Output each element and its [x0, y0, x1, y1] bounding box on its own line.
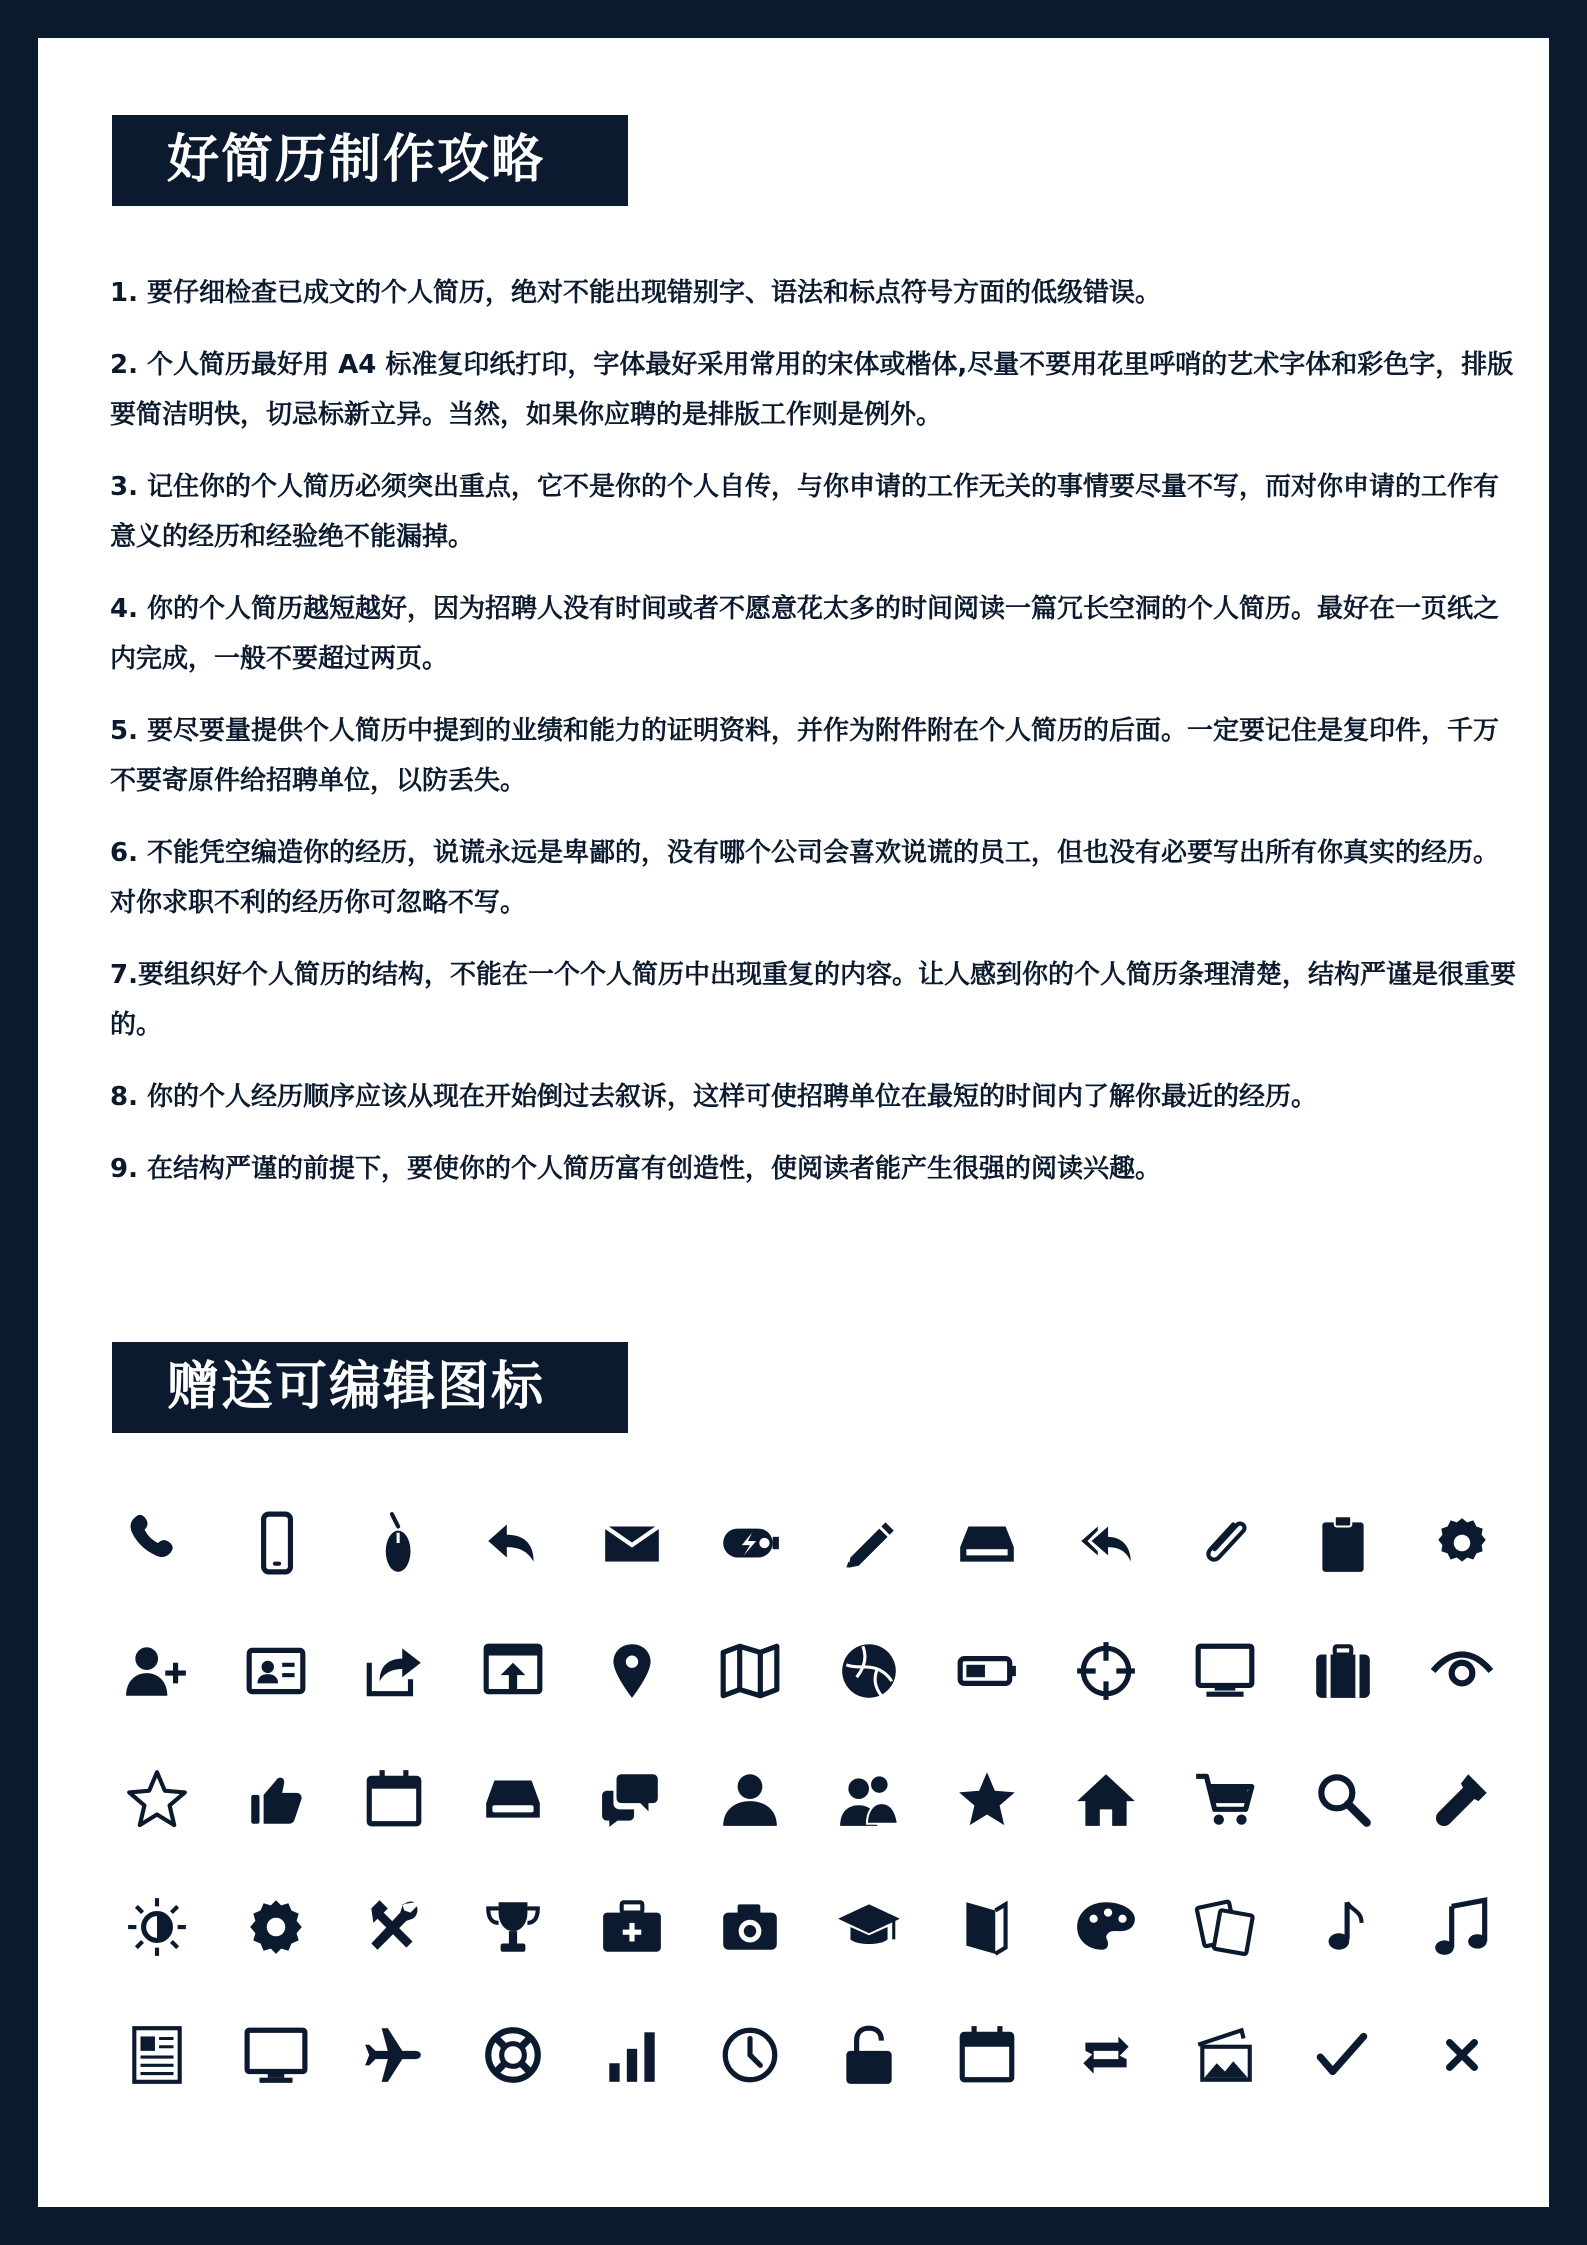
music-notes-icon: [1403, 1894, 1522, 2022]
section-title-icons: 赠送可编辑图标: [112, 1342, 628, 1433]
lifebuoy-icon: [454, 2022, 573, 2150]
flashlight-icon: [1403, 1766, 1522, 1894]
share-icon: [335, 1638, 454, 1766]
newspaper-icon: [98, 2022, 217, 2150]
location-pin-icon: [572, 1638, 691, 1766]
book-icon: [928, 1894, 1047, 2022]
pencil-icon: [810, 1510, 929, 1638]
graduation-cap-icon: [810, 1894, 929, 2022]
eye-icon: [1403, 1638, 1522, 1766]
map-icon: [691, 1638, 810, 1766]
airplane-icon: [335, 2022, 454, 2150]
trophy-icon: [454, 1894, 573, 2022]
unlock-icon: [810, 2022, 929, 2150]
gear-icon: [1403, 1510, 1522, 1638]
inbox-tray-icon: [928, 1510, 1047, 1638]
clipboard-icon: [1284, 1510, 1403, 1638]
upload-window-icon: [454, 1638, 573, 1766]
photo-icon: [1165, 2022, 1284, 2150]
tip-item: 8. 你的个人经历顺序应该从现在开始倒过去叙诉，这样可使招聘单位在最短的时间内了解你最近的经历。: [110, 1082, 1318, 1112]
search-icon: [1284, 1766, 1403, 1894]
star-outline-icon: [98, 1766, 217, 1894]
mail-icon: [572, 1510, 691, 1638]
battery-icon: [928, 1638, 1047, 1766]
repeat-icon: [1047, 2022, 1166, 2150]
crosshair-icon: [1047, 1638, 1166, 1766]
tip-item: 7.要组织好个人简历的结构，不能在一个个人简历中出现重复的内容。让人感到你的个人简历条理清楚，结构严谨是很重要的。: [110, 960, 1516, 1040]
close-icon: [1403, 2022, 1522, 2150]
camera-icon: [691, 1894, 810, 2022]
palette-icon: [1047, 1894, 1166, 2022]
reply-icon: [454, 1510, 573, 1638]
phone-icon: [98, 1510, 217, 1638]
tip-item: 4. 你的个人简历越短越好，因为招聘人没有时间或者不愿意花太多的时间阅读一篇冗长空洞的个人简历。最好在一页纸之内完成，一般不要超过两页。: [110, 594, 1500, 674]
tip-item: 2. 个人简历最好用 A4 标准复印纸打印，字体最好采用常用的宋体或楷体,尽量不要用花里呼哨的艺术字体和彩色字，排版要简洁明快，切忌标新立异。当然，如果你应聘的是排版工作则是例外。: [110, 350, 1514, 430]
pictures-icon: [1165, 1894, 1284, 2022]
settings-icon: [217, 1894, 336, 2022]
icon-grid: [98, 1510, 1522, 2150]
brightness-icon: [98, 1894, 217, 2022]
bar-chart-icon: [572, 2022, 691, 2150]
tip-item: 6. 不能凭空编造你的经历，说谎永远是卑鄙的，没有哪个公司会喜欢说谎的员工，但也没有必要写出所有你真实的经历。对你求职不利的经历你可忽略不写。: [110, 838, 1500, 918]
chat-bubbles-icon: [572, 1766, 691, 1894]
desktop-icon: [217, 2022, 336, 2150]
tip-item: 5. 要尽要量提供个人简历中提到的业绩和能力的证明资料，并作为附件附在个人简历的后面。一定要记住是复印件，千万不要寄原件给招聘单位，以防丢失。: [110, 716, 1500, 796]
add-user-icon: [98, 1638, 217, 1766]
users-icon: [810, 1766, 929, 1894]
home-icon: [1047, 1766, 1166, 1894]
calendar-alt-icon: [928, 2022, 1047, 2150]
paperclip-icon: [1165, 1510, 1284, 1638]
calendar-icon: [335, 1766, 454, 1894]
cart-icon: [1165, 1766, 1284, 1894]
reply-all-icon: [1047, 1510, 1166, 1638]
globe-icon: [810, 1638, 929, 1766]
checkmark-icon: [1284, 2022, 1403, 2150]
mouse-icon: [335, 1510, 454, 1638]
contact-card-icon: [217, 1638, 336, 1766]
monitor-icon: [1165, 1638, 1284, 1766]
tips-list: [110, 268, 1520, 1216]
battery-charging-icon: [691, 1510, 810, 1638]
suitcase-icon: [1284, 1638, 1403, 1766]
section-title-tips: 好简历制作攻略: [112, 115, 628, 206]
user-icon: [691, 1766, 810, 1894]
music-note-icon: [1284, 1894, 1403, 2022]
tip-item: 1. 要仔细检查已成文的个人简历，绝对不能出现错别字、语法和标点符号方面的低级错误。: [110, 278, 1162, 308]
resume-tips-page: [38, 38, 1549, 2207]
clock-icon: [691, 2022, 810, 2150]
tip-item: 3. 记住你的个人简历必须突出重点，它不是你的个人自传，与你申请的工作无关的事情要尽量不写，而对你申请的工作有意义的经历和经验绝不能漏掉。: [110, 472, 1500, 552]
tip-item: 9. 在结构严谨的前提下，要使你的个人简历富有创造性，使阅读者能产生很强的阅读兴趣。: [110, 1154, 1162, 1184]
mobile-icon: [217, 1510, 336, 1638]
thumbs-up-icon: [217, 1766, 336, 1894]
star-icon: [928, 1766, 1047, 1894]
drive-icon: [454, 1766, 573, 1894]
medical-kit-icon: [572, 1894, 691, 2022]
tools-icon: [335, 1894, 454, 2022]
